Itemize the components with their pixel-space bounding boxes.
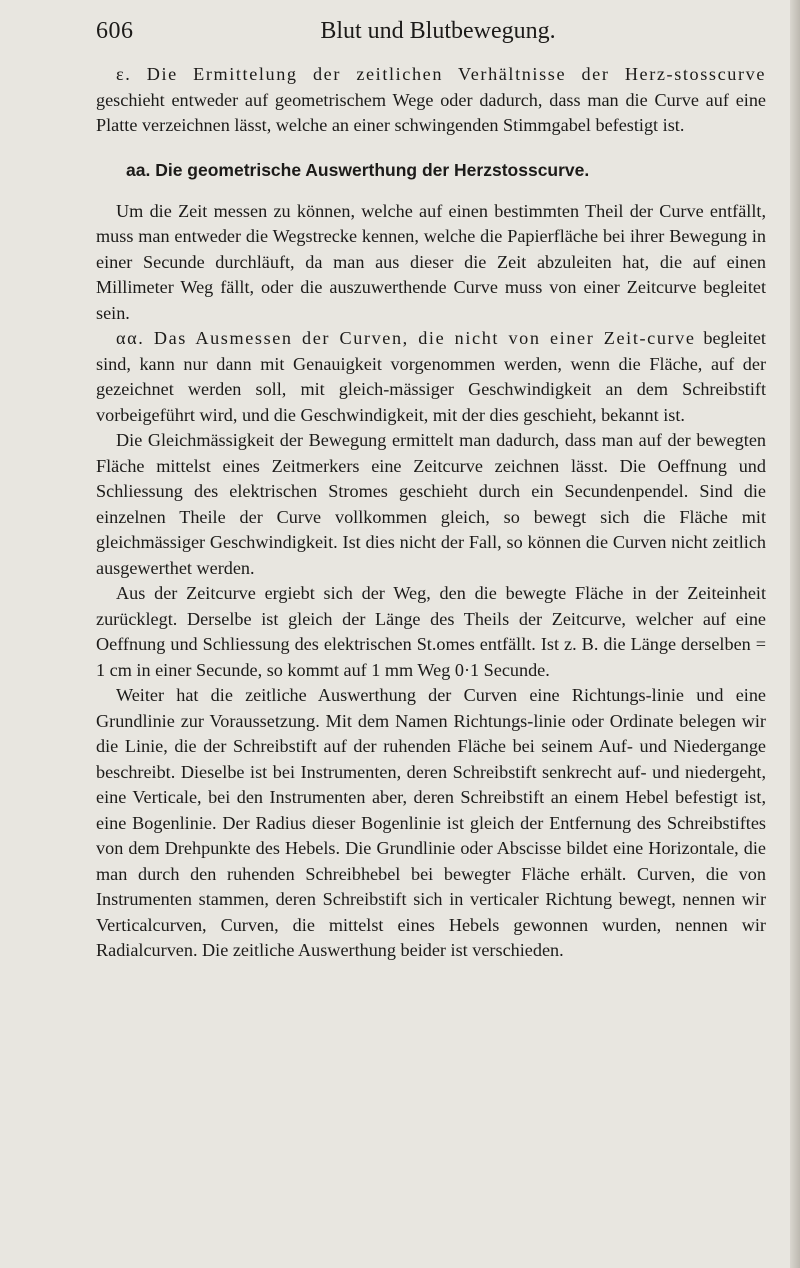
paragraph-alpha-text: begleitet sind, kann nur dann mit Genauigkeit vorgenommen werden, wenn die Fläche, auf der gezeichnet werden soll, mit gleich-mässiger Geschwindigkeit an dem Schreibstift vorbeigeführt wird, und die Geschwindigkeit, mit der dies geschieht, bekannt ist. [96, 328, 766, 425]
paragraph-alpha-lead: αα. Das Ausmessen der Curven, die nicht von einer Zeit-curve [116, 328, 696, 348]
paragraph-uniformity: Die Gleichmässigkeit der Bewegung ermittelt man dadurch, dass man auf der bewegten Fläche mittelst eines Zeitmerkers eine Zeitcurve zeichnen lässt. Die Oeffnung und Schliessung des elektrischen Stromes geschieht durch ein Secundenpendel. Sind die einzelnen Theile der Curve vollkommen gleich, so bewegt sich die Fläche mit gleichmässiger Geschwindigkeit. Ist dies nicht der Fall, so können die Curven nicht zeitlich ausgewerthet werden. [96, 430, 766, 578]
page-body [96, 62, 766, 964]
paragraph-epsilon-lead: ε. Die Ermittelung der zeitlichen Verhältnisse der Herz-stosscurve [116, 64, 766, 84]
paragraph-time-curve: Aus der Zeitcurve ergiebt sich der Weg, den die bewegte Fläche in der Zeiteinheit zurücklegt. Derselbe ist gleich der Länge des Theils der Zeitcurve, welcher auf eine Oeffnung und Schliessung des elektrischen St.omes entfällt. Ist z. B. die Länge derselben = 1 cm in einer Secunde, so kommt auf 1 mm Weg 0·1 Secunde. [96, 583, 766, 680]
running-title: Blut und Blutbewegung. [320, 18, 556, 44]
paragraph-time-measure: Um die Zeit messen zu können, welche auf einen bestimmten Theil der Curve entfällt, muss man entweder die Wegstrecke kennen, welche die Papierfläche bei ihrer Bewegung in einer Secunde durchläuft, da man aus dieser die Zeit abzuleiten hat, die auf einen Millimeter Weg fällt, oder die auszuwerthende Curve muss von einer Zeitcurve begleitet sein. [96, 200, 766, 323]
paragraph-alpha [96, 326, 766, 428]
page-edge [790, 0, 800, 1268]
paragraph-epsilon-text: geschieht entweder auf geometrischem Wege oder dadurch, dass man die Curve auf eine Platte verzeichnen lässt, welche an einer schwingenden Stimmgabel befestigt ist. [96, 89, 766, 135]
section-heading: aa. Die geometrische Auswerthung der Herzstosscurve. [126, 159, 590, 180]
page-number: 606 [96, 18, 134, 44]
paragraph-epsilon [96, 62, 766, 139]
paragraph-direction-line: Weiter hat die zeitliche Auswerthung der Curven eine Richtungs-linie und eine Grundlinie zur Voraussetzung. Mit dem Namen Richtungs-linie oder Ordinate belegen wir die Linie, die der Schreibstift auf der ruhenden Fläche bei seinem Auf- und Niedergange beschreibt. Dieselbe ist bei Instrumenten, deren Schreibstift senkrecht auf- und niedergeht, eine Verticale, bei den Instrumenten aber, deren Schreibstift an einem Hebel befestigt ist, eine Bogenlinie. Der Radius dieser Bogenlinie ist gleich der Entfernung des Schreibstiftes von dem Drehpunkte des Hebels. Die Grundlinie oder Abscisse bildet eine Horizontale, die man durch den ruhenden Schreibhebel bei bewegter Fläche erhält. Curven, die von Instrumenten stammen, deren Schreibstift sich in verticaler Richtung bewegt, nennen wir Verticalcurven, Curven, die mittelst eines Hebels gewonnen wurden, nennen wir Radialcurven. Die zeitliche Auswerthung beider ist verschieden. [96, 685, 766, 960]
page-header [78, 8, 758, 44]
